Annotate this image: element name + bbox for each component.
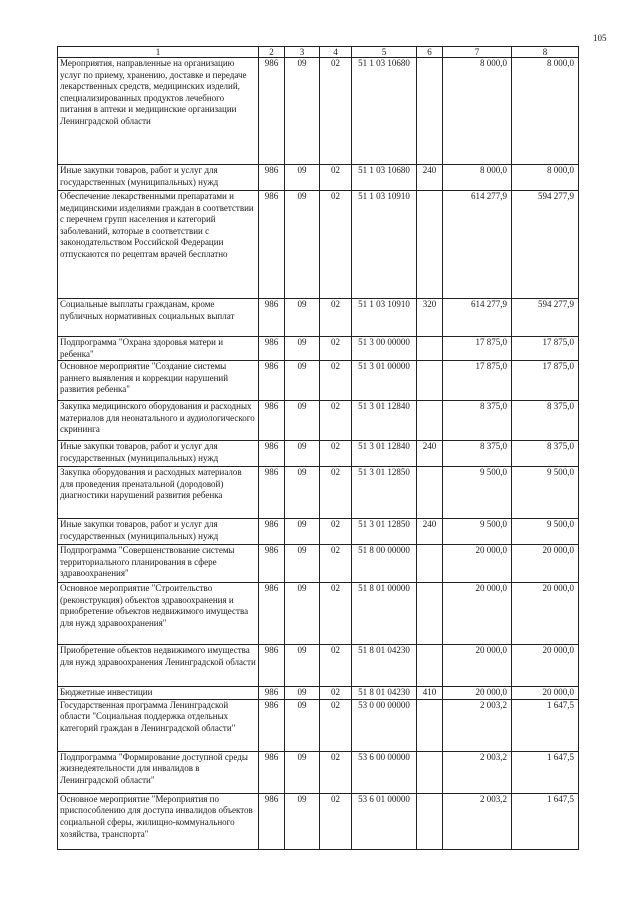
cell-col-6 — [417, 337, 443, 361]
cell-col-4: 02 — [320, 165, 352, 191]
cell-col-2: 986 — [259, 751, 285, 793]
cell-col-2: 986 — [259, 793, 285, 849]
cell-name: Бюджетные инвестиции — [58, 687, 259, 700]
table-row — [58, 467, 579, 519]
cell-name: Социальные выплаты гражданам, кроме публичных нормативных социальных выплат — [58, 299, 259, 337]
cell-name: Государственная программа Ленинградской области "Социальная поддержка отдельных категорий граждан в Ленинградской области" — [58, 699, 259, 751]
cell-col-2: 986 — [259, 401, 285, 441]
cell-col-4: 02 — [320, 519, 352, 545]
cell-name: Обеспечение лекарственными препаратами и медицинскими изделиями граждан в соответствии с перечнем групп населения и категорий заболеваний, которые в соответствии с законодательством Российской Федерации отпускаются по рецептам врачей бесплатно — [58, 191, 259, 299]
cell-col-5: 51 3 00 00000 — [352, 337, 417, 361]
cell-col-5: 51 3 01 00000 — [352, 361, 417, 401]
column-header: 4 — [320, 47, 352, 58]
cell-col-4: 02 — [320, 337, 352, 361]
cell-name: Иные закупки товаров, работ и услуг для государственных (муниципальных) нужд — [58, 441, 259, 467]
cell-col-5: 53 6 01 00000 — [352, 793, 417, 849]
cell-col-4: 02 — [320, 441, 352, 467]
cell-col-7: 20 000,0 — [443, 545, 512, 583]
cell-col-5: 51 1 03 10680 — [352, 58, 417, 165]
cell-col-7: 2 003,2 — [443, 793, 512, 849]
cell-col-6 — [417, 361, 443, 401]
cell-col-6 — [417, 545, 443, 583]
cell-col-4: 02 — [320, 583, 352, 645]
cell-col-6 — [417, 793, 443, 849]
cell-col-4: 02 — [320, 191, 352, 299]
cell-col-7: 20 000,0 — [443, 645, 512, 687]
cell-name: Подпрограмма "Совершенствование системы территориального планирования в сфере здравоохранения" — [58, 545, 259, 583]
cell-col-7: 8 375,0 — [443, 441, 512, 467]
cell-col-6: 240 — [417, 441, 443, 467]
cell-col-2: 986 — [259, 361, 285, 401]
table-row — [58, 401, 579, 441]
cell-col-8: 594 277,9 — [512, 299, 579, 337]
cell-col-7: 2 003,2 — [443, 751, 512, 793]
cell-col-2: 986 — [259, 687, 285, 700]
cell-col-3: 09 — [285, 545, 320, 583]
cell-col-6 — [417, 751, 443, 793]
cell-col-8: 1 647,5 — [512, 751, 579, 793]
cell-col-3: 09 — [285, 467, 320, 519]
cell-col-2: 986 — [259, 545, 285, 583]
cell-col-7: 614 277,9 — [443, 191, 512, 299]
cell-col-3: 09 — [285, 441, 320, 467]
cell-col-3: 09 — [285, 645, 320, 687]
cell-col-4: 02 — [320, 751, 352, 793]
cell-col-4: 02 — [320, 645, 352, 687]
cell-col-3: 09 — [285, 337, 320, 361]
cell-col-7: 9 500,0 — [443, 467, 512, 519]
cell-col-8: 20 000,0 — [512, 545, 579, 583]
cell-col-8: 9 500,0 — [512, 519, 579, 545]
cell-col-7: 8 000,0 — [443, 165, 512, 191]
cell-col-7: 20 000,0 — [443, 583, 512, 645]
cell-col-2: 986 — [259, 191, 285, 299]
cell-col-2: 986 — [259, 441, 285, 467]
cell-col-8: 594 277,9 — [512, 191, 579, 299]
cell-name: Иные закупки товаров, работ и услуг для государственных (муниципальных) нужд — [58, 165, 259, 191]
cell-col-4: 02 — [320, 401, 352, 441]
cell-col-4: 02 — [320, 299, 352, 337]
table-row — [58, 519, 579, 545]
column-header: 7 — [443, 47, 512, 58]
table-row — [58, 583, 579, 645]
cell-col-3: 09 — [285, 361, 320, 401]
cell-name: Мероприятия, направленные на организацию услуг по приему, хранению, доставке и передаче лекарственных средств, медицинских изделий, специализированных продуктов лечебного питания в аптеки и медицинские организации Ленинградской области — [58, 58, 259, 165]
column-header: 2 — [259, 47, 285, 58]
column-header: 5 — [352, 47, 417, 58]
cell-col-5: 51 8 00 00000 — [352, 545, 417, 583]
table-row — [58, 165, 579, 191]
cell-col-8: 20 000,0 — [512, 583, 579, 645]
table-row — [58, 545, 579, 583]
cell-col-4: 02 — [320, 699, 352, 751]
cell-col-5: 51 3 01 12850 — [352, 467, 417, 519]
table-row — [58, 793, 579, 849]
cell-col-8: 1 647,5 — [512, 793, 579, 849]
cell-col-3: 09 — [285, 519, 320, 545]
cell-col-3: 09 — [285, 191, 320, 299]
cell-name: Основное мероприятие "Мероприятия по приспособлению для доступа инвалидов объектов социальной сферы, жилищно-коммунального хозяйства, транспорта" — [58, 793, 259, 849]
cell-col-2: 986 — [259, 58, 285, 165]
cell-col-6: 240 — [417, 165, 443, 191]
cell-col-8: 9 500,0 — [512, 467, 579, 519]
table-row — [58, 299, 579, 337]
cell-col-2: 986 — [259, 645, 285, 687]
cell-col-5: 51 1 03 10910 — [352, 299, 417, 337]
page-number: 105 — [593, 33, 607, 43]
cell-col-7: 8 000,0 — [443, 58, 512, 165]
cell-col-8: 8 375,0 — [512, 401, 579, 441]
cell-col-8: 1 647,5 — [512, 699, 579, 751]
cell-col-8: 17 875,0 — [512, 361, 579, 401]
cell-col-2: 986 — [259, 337, 285, 361]
column-header: 8 — [512, 47, 579, 58]
cell-col-3: 09 — [285, 299, 320, 337]
cell-col-5: 51 8 01 04230 — [352, 645, 417, 687]
cell-col-5: 53 6 00 00000 — [352, 751, 417, 793]
cell-col-6 — [417, 58, 443, 165]
cell-col-5: 51 1 03 10910 — [352, 191, 417, 299]
cell-name: Подпрограмма "Формирование доступной среды жизнедеятельности для инвалидов в Ленинградской области" — [58, 751, 259, 793]
table-row — [58, 337, 579, 361]
cell-col-3: 09 — [285, 58, 320, 165]
cell-col-4: 02 — [320, 545, 352, 583]
cell-col-7: 20 000,0 — [443, 687, 512, 700]
cell-col-8: 8 000,0 — [512, 58, 579, 165]
cell-col-8: 8 000,0 — [512, 165, 579, 191]
cell-col-7: 614 277,9 — [443, 299, 512, 337]
cell-name: Основное мероприятие "Создание системы раннего выявления и коррекции нарушений развития ребенка" — [58, 361, 259, 401]
table-body — [58, 47, 579, 850]
cell-col-3: 09 — [285, 793, 320, 849]
cell-col-8: 20 000,0 — [512, 687, 579, 700]
cell-name: Закупка медицинского оборудования и расходных материалов для неонатального и аудиологического скрининга — [58, 401, 259, 441]
cell-col-5: 53 0 00 00000 — [352, 699, 417, 751]
cell-col-4: 02 — [320, 467, 352, 519]
cell-col-2: 986 — [259, 519, 285, 545]
table-row — [58, 751, 579, 793]
cell-col-8: 8 375,0 — [512, 441, 579, 467]
budget-table — [57, 46, 579, 850]
table-header-row — [58, 47, 579, 58]
cell-col-6: 410 — [417, 687, 443, 700]
table-row — [58, 645, 579, 687]
cell-name: Иные закупки товаров, работ и услуг для государственных (муниципальных) нужд — [58, 519, 259, 545]
cell-col-6 — [417, 583, 443, 645]
table-row — [58, 191, 579, 299]
table-row — [58, 441, 579, 467]
cell-col-2: 986 — [259, 299, 285, 337]
cell-name: Закупка оборудования и расходных материалов для проведения пренатальной (дородовой) диагностики нарушений развития ребенка — [58, 467, 259, 519]
cell-col-8: 20 000,0 — [512, 645, 579, 687]
cell-col-3: 09 — [285, 699, 320, 751]
cell-col-6 — [417, 645, 443, 687]
cell-col-5: 51 3 01 12840 — [352, 441, 417, 467]
cell-name: Основное мероприятие "Строительство (реконструкция) объектов здравоохранения и приобретение объектов недвижимого имущества для нужд здравоохранения" — [58, 583, 259, 645]
cell-col-3: 09 — [285, 687, 320, 700]
cell-col-3: 09 — [285, 401, 320, 441]
cell-col-4: 02 — [320, 687, 352, 700]
cell-col-7: 8 375,0 — [443, 401, 512, 441]
column-header: 3 — [285, 47, 320, 58]
table-row — [58, 699, 579, 751]
cell-col-2: 986 — [259, 583, 285, 645]
cell-col-6: 320 — [417, 299, 443, 337]
table-row — [58, 58, 579, 165]
cell-col-6 — [417, 191, 443, 299]
cell-col-4: 02 — [320, 793, 352, 849]
cell-col-7: 9 500,0 — [443, 519, 512, 545]
cell-name: Приобретение объектов недвижимого имущества для нужд здравоохранения Ленинградской области — [58, 645, 259, 687]
cell-col-7: 2 003,2 — [443, 699, 512, 751]
cell-col-8: 17 875,0 — [512, 337, 579, 361]
cell-col-6: 240 — [417, 519, 443, 545]
cell-col-5: 51 8 01 00000 — [352, 583, 417, 645]
cell-col-6 — [417, 401, 443, 441]
cell-col-5: 51 3 01 12840 — [352, 401, 417, 441]
table-row — [58, 687, 579, 700]
cell-col-6 — [417, 467, 443, 519]
cell-col-2: 986 — [259, 467, 285, 519]
cell-col-2: 986 — [259, 165, 285, 191]
cell-name: Подпрограмма "Охрана здоровья матери и ребенка" — [58, 337, 259, 361]
cell-col-6 — [417, 699, 443, 751]
cell-col-5: 51 8 01 04230 — [352, 687, 417, 700]
cell-col-3: 09 — [285, 583, 320, 645]
cell-col-5: 51 1 03 10680 — [352, 165, 417, 191]
cell-col-3: 09 — [285, 165, 320, 191]
cell-col-4: 02 — [320, 58, 352, 165]
column-header: 6 — [417, 47, 443, 58]
cell-col-2: 986 — [259, 699, 285, 751]
cell-col-7: 17 875,0 — [443, 361, 512, 401]
table-row — [58, 361, 579, 401]
column-header: 1 — [58, 47, 259, 58]
cell-col-3: 09 — [285, 751, 320, 793]
cell-col-4: 02 — [320, 361, 352, 401]
cell-col-7: 17 875,0 — [443, 337, 512, 361]
cell-col-5: 51 3 01 12850 — [352, 519, 417, 545]
